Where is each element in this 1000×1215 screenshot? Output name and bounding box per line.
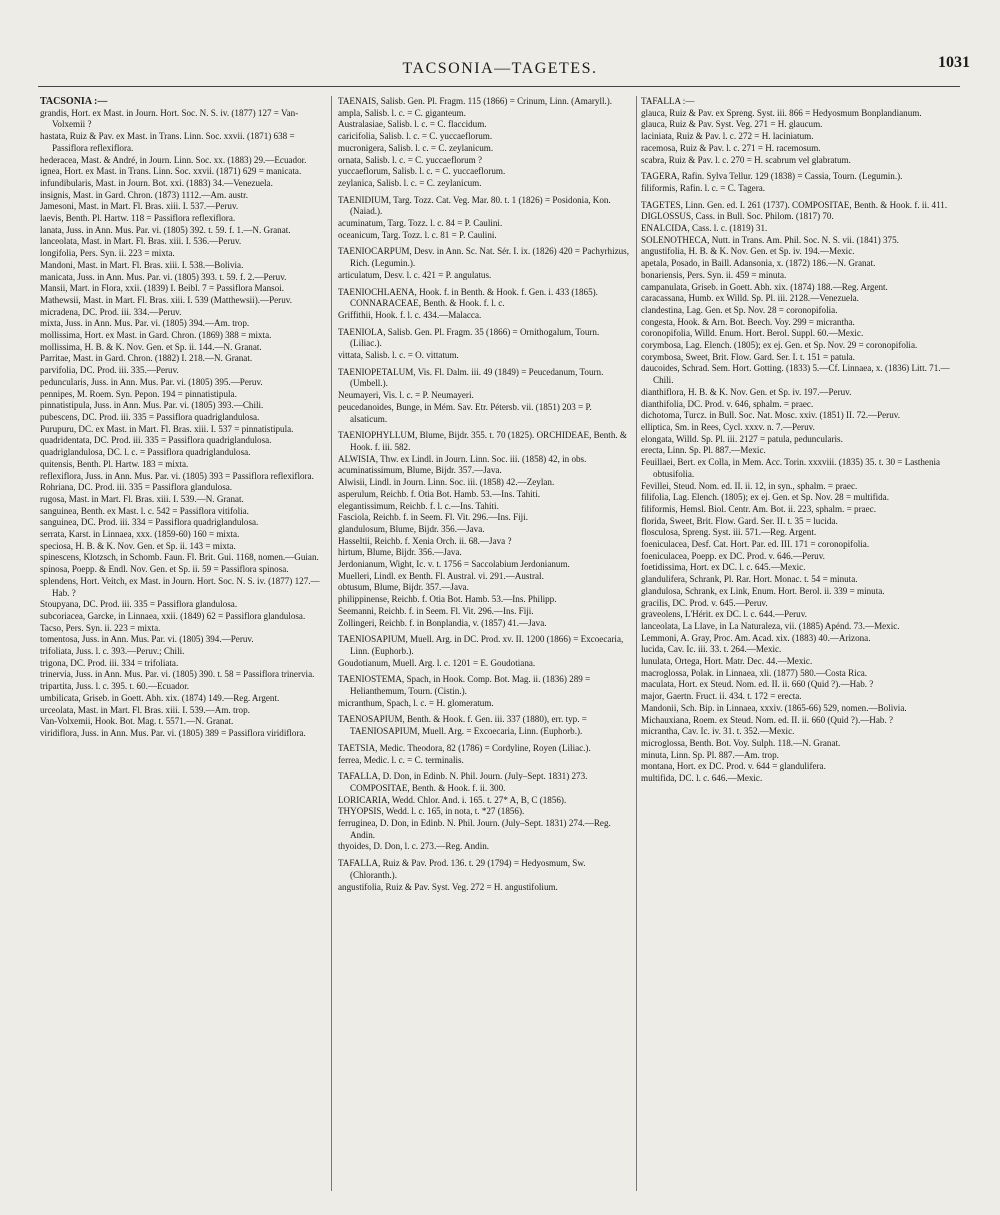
species-entry: florida, Sweet, Brit. Flow. Gard. Ser. II. t. 35 = lucida. xyxy=(641,515,838,526)
species-entry: mollissima, H. B. & K. Nov. Gen. et Sp. ii. 144.—N. Granat. xyxy=(40,341,262,352)
species-entry: articulatum, Desv. l. c. 421 = P. angulatus. xyxy=(338,269,492,280)
species-entry: lanata, Juss. in Ann. Mus. Par. vi. (1805) 392. t. 59. f. 1.—N. Granat. xyxy=(40,224,291,235)
species-entry: serrata, Karst. in Linnaea, xxx. (1859-60) 160 = mixta. xyxy=(40,529,240,540)
species-entry: mucronigera, Salisb. l. c. = C. zeylanicum. xyxy=(338,142,494,153)
species-entry: LORICARIA, Wedd. Chlor. And. i. 165. t. 27* A, B, C (1856). xyxy=(338,794,567,805)
species-entry: multifida, DC. l. c. 646.—Mexic. xyxy=(641,773,763,784)
species-entry: trifoliata, Juss. l. c. 393.—Peruv.; Chili. xyxy=(40,646,185,657)
species-entry: Muelleri, Lindl. ex Benth. Fl. Austral. vi. 291.—Austral. xyxy=(338,570,544,581)
genus-entry: TAENIOSTEMA, Spach, in Hook. Comp. Bot. Mag. ii. (1836) 289 = Helianthemum, Tourn. (Cistin.). xyxy=(338,674,591,697)
species-entry: gracilis, DC. Prod. v. 645.—Peruv. xyxy=(641,597,768,608)
species-entry: scabra, Ruiz & Pav. l. c. 270 = H. scabrum vel glabratum. xyxy=(641,154,851,165)
genus-block xyxy=(338,771,630,853)
genus-block xyxy=(338,743,630,766)
genus-block xyxy=(338,430,630,629)
species-entry: hederacea, Mast. & André, in Journ. Linn. Soc. xx. (1883) 29.—Ecuador. xyxy=(40,154,307,165)
column-divider xyxy=(331,96,332,1191)
species-entry: caracassana, Humb. ex Willd. Sp. Pl. iii. 2128.—Venezuela. xyxy=(641,293,859,304)
species-entry: filifolia, Lag. Elench. (1805); ex ej. Gen. et Sp. Nov. 28 = multifida. xyxy=(641,492,889,503)
species-entry: micrantha, Cav. Ic. iv. 31. t. 352.—Mexic. xyxy=(641,726,795,737)
species-entry: umbilicata, Griseb. in Goett. Abh. xix. (1874) 149.—Reg. Argent. xyxy=(40,692,280,703)
species-entry: reflexiflora, Juss. in Ann. Mus. Par. vi. (1805) 393 = Passiflora reflexiflora. xyxy=(40,470,314,481)
species-entry: obtusum, Blume, Bijdr. 357.—Java. xyxy=(338,582,469,593)
species-entry: tomentosa, Juss. in Ann. Mus. Par. vi. (1805) 394.—Peruv. xyxy=(40,634,254,645)
species-entry: minuta, Linn. Sp. Pl. 887.—Am. trop. xyxy=(641,749,779,760)
genus-entry: TAFALLA :— xyxy=(641,96,695,106)
species-entry: speciosa, H. B. & K. Nov. Gen. et Sp. ii. 143 = mixta. xyxy=(40,540,236,551)
species-entry: Parritae, Mast. in Gard. Chron. (1882) I. 218.—N. Granat. xyxy=(40,353,253,364)
species-entry: THYOPSIS, Wedd. l. c. 165, in nota, t. *27 (1856). xyxy=(338,806,525,817)
species-entry: vittata, Salisb. l. c. = O. vittatum. xyxy=(338,350,459,361)
species-entry: Neumayeri, Vis. l. c. = P. Neumayeri. xyxy=(338,390,474,401)
species-entry: elegantissimum, Reichb. f. l. c.—Ins. Tahiti. xyxy=(338,500,499,511)
genus-entry: TAFALLA, D. Don, in Edinb. N. Phil. Journ. (July–Sept. 1831) 273. COMPOSITAE, Benth. & Hook. f. ii. 300. xyxy=(338,771,588,793)
species-entry: acuminatum, Targ. Tozz. l. c. 84 = P. Caulini. xyxy=(338,218,503,229)
species-entry: oceanicum, Targ. Tozz. l. c. 81 = P. Caulini. xyxy=(338,229,497,240)
species-entry: caricifolia, Salisb. l. c. = C. yuccaeflorum. xyxy=(338,131,493,142)
genus-entry: TAFALLA, Ruiz & Pav. Prod. 136. t. 29 (1794) = Hedyosmum, Sw. (Chloranth.). xyxy=(338,858,586,880)
species-entry: foetidissima, Hort. ex DC. l. c. 645.—Mexic. xyxy=(641,562,806,573)
species-entry: zeylanica, Salisb. l. c. = C. zeylanicum. xyxy=(338,177,482,188)
species-entry: corymbosa, Sweet, Brit. Flow. Gard. Ser. I. t. 151 = patula. xyxy=(641,351,855,362)
header-rule xyxy=(38,86,960,87)
column-divider xyxy=(636,96,637,1191)
genus-block xyxy=(338,246,630,281)
genus-entry: TAENAIS, Salisb. Gen. Pl. Fragm. 115 (1866) = Crinum, Linn. (Amaryll.). xyxy=(338,96,613,106)
genus-entry: TAETSIA, Medic. Theodora, 82 (1786) = Cordyline, Royen (Liliac.). xyxy=(338,742,591,753)
genus-entry: TAENIOPETALUM, Vis. Fl. Dalm. iii. 49 (1849) = Peucedanum, Tourn. (Umbell.). xyxy=(338,366,604,389)
species-entry: dichotoma, Turcz. in Bull. Soc. Nat. Mosc. xxiv. (1851) II. 72.—Peruv. xyxy=(641,410,900,421)
genus-entry: TAENIOCHLAENA, Hook. f. in Benth. & Hook. f. Gen. i. 433 (1865). CONNARACEAE, Benth. & Hook. f. l. c. xyxy=(338,286,598,309)
species-entry: micranthum, Spach, l. c. = H. glomeratum. xyxy=(338,697,494,708)
species-entry: quadridentata, DC. Prod. iii. 335 = Passiflora quadriglandulosa. xyxy=(40,435,272,446)
species-entry: asperulum, Reichb. f. Otia Bot. Hamb. 53.—Ins. Tahiti. xyxy=(338,488,541,499)
genus-block xyxy=(338,327,630,362)
species-entry: tripartita, Juss. l. c. 395. t. 60.—Ecuador. xyxy=(40,681,190,692)
species-entry: elliptica, Sm. in Rees, Cycl. xxxv. n. 7.—Peruv. xyxy=(641,421,815,432)
page-number: 1031 xyxy=(938,54,970,71)
species-entry: glandulosum, Blume, Bijdr. 356.—Java. xyxy=(338,523,485,534)
species-entry: Hasseltii, Reichb. f. Xenia Orch. ii. 68.—Java ? xyxy=(338,535,512,546)
species-entry: Lemmoni, A. Gray, Proc. Am. Acad. xix. (1883) 40.—Arizona. xyxy=(641,632,871,643)
species-entry: sanguinea, Benth. ex Mast. l. c. 542 = Passiflora vitifolia. xyxy=(40,505,249,516)
species-entry: urceolata, Mast. in Mart. Fl. Bras. xiii. I. 539.—Am. trop. xyxy=(40,704,250,715)
species-entry: laevis, Benth. Pl. Hartw. 118 = Passiflora reflexiflora. xyxy=(40,213,236,224)
entry-list xyxy=(40,108,324,740)
species-entry: Zollingeri, Reichb. f. in Bonplandia, v. (1857) 41.—Java. xyxy=(338,617,547,628)
species-entry: Australasiae, Salisb. l. c. = C. flaccidum. xyxy=(338,119,487,130)
species-entry: pubescens, DC. Prod. iii. 335 = Passiflora quadriglandulosa. xyxy=(40,411,260,422)
species-entry: ampla, Salisb. l. c. = C. giganteum. xyxy=(338,107,466,118)
species-entry: corymbosa, Lag. Elench. (1805); ex ej. Gen. et Sp. Nov. 29 = coronopifolia. xyxy=(641,340,918,351)
species-entry: insignis, Mast. in Gard. Chron. (1873) 1112.—Am. austr. xyxy=(40,189,248,200)
species-entry: foeniculacea, Poepp. ex DC. Prod. v. 646.—Peruv. xyxy=(641,550,825,561)
species-entry: coronopifolia, Willd. Enum. Hort. Berol. Suppl. 60.—Mexic. xyxy=(641,328,864,339)
species-entry: dianthiflora, H. B. & K. Nov. Gen. et Sp. iv. 197.—Peruv. xyxy=(641,386,852,397)
species-entry: DIGLOSSUS, Cass. in Bull. Soc. Philom. (1817) 70. xyxy=(641,211,834,222)
species-entry: trinervia, Juss. in Ann. Mus. Par. vi. (1805) 390. t. 58 = Passiflora trinervia. xyxy=(40,669,315,680)
species-entry: ferruginea, D. Don, in Edinb. N. Phil. Journ. (July–Sept. 1831) 274.—Reg. Andin. xyxy=(338,818,611,840)
genus-entry: TAENIOSAPIUM, Muell. Arg. in DC. Prod. xv. II. 1200 (1866) = Excoecaria, Linn. (Euphorb.). xyxy=(338,634,624,656)
species-entry: angustifolia, Ruiz & Pav. Syst. Veg. 272 = H. angustifolium. xyxy=(338,881,558,892)
genus-entry: TAENOSAPIUM, Benth. & Hook. f. Gen. iii. 337 (1880), err. typ. = TAENIOSAPIUM, Muell. Arg. = Excoecaria, Linn. (Euphorb.). xyxy=(338,714,587,737)
genus-heading: TACSONIA :— xyxy=(40,96,108,107)
species-entry: Goudotianum, Muell. Arg. l. c. 1201 = E. Goudotiana. xyxy=(338,657,536,668)
species-entry: Fevillei, Steud. Nom. ed. II. ii. 12, in syn., sphalm. = praec. xyxy=(641,480,858,491)
species-entry: micradena, DC. Prod. iii. 334.—Peruv. xyxy=(40,306,182,317)
species-entry: Van-Volxemii, Hook. Bot. Mag. t. 5571.—N. Granat. xyxy=(40,716,234,727)
genus-block xyxy=(338,858,630,893)
species-entry: rugosa, Mast. in Mart. Fl. Bras. xiii. I. 539.—N. Granat. xyxy=(40,493,244,504)
species-entry: maculata, Hort. ex Steud. Nom. ed. II. ii. 660 (Quid ?).—Hab. ? xyxy=(641,679,874,690)
species-entry: graveolens, L'Hérit. ex DC. l. c. 644.—Peruv. xyxy=(641,609,807,620)
species-entry: glandulifera, Schrank, Pl. Rar. Hort. Monac. t. 54 = minuta. xyxy=(641,574,858,585)
species-entry: laciniata, Ruiz & Pav. l. c. 272 = H. laciniatum. xyxy=(641,131,814,142)
species-entry: Stoupyana, DC. Prod. iii. 335 = Passiflora glandulosa. xyxy=(40,599,238,610)
species-entry: angustifolia, H. B. & K. Nov. Gen. et Sp. iv. 194.—Mexic. xyxy=(641,246,855,257)
species-entry: filiformis, Rafin. l. c. = C. Tagera. xyxy=(641,182,766,193)
species-entry: sanguinea, DC. Prod. iii. 334 = Passiflora quadriglandulosa. xyxy=(40,517,259,528)
species-entry: hirtum, Blume, Bijdr. 356.—Java. xyxy=(338,547,462,558)
species-entry: erecta, Linn. Sp. Pl. 887.—Mexic. xyxy=(641,445,766,456)
species-entry: subcoriacea, Garcke, in Linnaea, xxii. (1849) 62 = Passiflora glandulosa. xyxy=(40,610,306,621)
species-entry: trigona, DC. Prod. iii. 334 = trifoliata. xyxy=(40,657,179,668)
species-entry: hastata, Ruiz & Pav. ex Mast. in Trans. Linn. Soc. xxvii. (1871) 638 = Passiflora reflexiflora. xyxy=(40,131,295,153)
species-entry: yuccaeflorum, Salisb. l. c. = C. yuccaeflorum. xyxy=(338,166,506,177)
genus-block xyxy=(641,96,960,166)
genus-block xyxy=(641,171,960,194)
species-entry: glandulosa, Schrank, ex Link, Enum. Hort. Berol. ii. 339 = minuta. xyxy=(641,585,885,596)
species-entry: Griffithii, Hook. f. l. c. 434.—Malacca. xyxy=(338,309,482,320)
species-entry: ignea, Hort. ex Mast. in Trans. Linn. Soc. xxvii. (1871) 629 = manicata. xyxy=(40,166,302,177)
species-entry: congesta, Hook. & Arn. Bot. Beech. Voy. 299 = micrantha. xyxy=(641,316,855,327)
species-entry: ENALCIDA, Cass. l. c. (1819) 31. xyxy=(641,223,768,234)
species-entry: Purupuru, DC. ex Mast. in Mart. Fl. Bras. xiii. I. 537 = pinnatistipula. xyxy=(40,423,294,434)
page-title: TACSONIA—TAGETES. xyxy=(402,60,598,77)
species-entry: lucida, Cav. Ic. iii. 33. t. 264.—Mexic. xyxy=(641,644,782,655)
species-entry: longifolia, Pers. Syn. ii. 223 = mixta. xyxy=(40,248,175,259)
species-entry: lunulata, Ortega, Hort. Matr. Dec. 44.—Mexic. xyxy=(641,656,813,667)
species-entry: Michauxiana, Roem. ex Steud. Nom. ed. II. ii. 660 (Quid ?).—Hab. ? xyxy=(641,714,894,725)
species-entry: lanceolata, Mast. in Mart. Fl. Bras. xiii. I. 536.—Peruv. xyxy=(40,236,242,247)
genus-block xyxy=(338,96,630,190)
species-entry: splendens, Hort. Veitch, ex Mast. in Journ. Hort. Soc. N. S. iv. (1877) 127.—Hab. ? xyxy=(40,575,320,598)
species-entry: infundibularis, Mast. in Journ. Bot. xxi. (1883) 34.—Venezuela. xyxy=(40,177,273,188)
species-entry: montana, Hort. ex DC. Prod. v. 644 = glandulifera. xyxy=(641,761,826,772)
species-entry: filiformis, Hemsl. Biol. Centr. Am. Bot. ii. 223, sphalm. = praec. xyxy=(641,503,876,514)
species-entry: spinosa, Poepp. & Endl. Nov. Gen. et Sp. ii. 59 = Passiflora spinosa. xyxy=(40,564,289,575)
genus-block xyxy=(338,367,630,426)
species-entry: SOLENOTHECA, Nutt. in Trans. Am. Phil. Soc. N. S. vii. (1841) 375. xyxy=(641,234,899,245)
species-entry: clandestina, Lag. Gen. et Sp. Nov. 28 = coronopifolia. xyxy=(641,304,838,315)
species-entry: Jamesoni, Mast. in Mart. Fl. Bras. xiii. I. 537.—Peruv. xyxy=(40,201,239,212)
genus-entry: TAENIOPHYLLUM, Blume, Bijdr. 355. t. 70 (1825). ORCHIDEAE, Benth. & Hook. f. iii. 582. xyxy=(338,430,627,452)
species-entry: Fasciola, Reichb. f. in Seem. Fl. Vit. 296.—Ins. Fiji. xyxy=(338,512,528,523)
species-entry: campanulata, Griseb. in Goett. Abh. xix. (1874) 188.—Reg. Argent. xyxy=(641,281,888,292)
species-entry: pennipes, M. Roem. Syn. Pepon. 194 = pinnatistipula. xyxy=(40,388,237,399)
species-entry: peucedanoides, Bunge, in Mém. Sav. Etr. Pétersb. vii. (1851) 203 = P. alsaticum. xyxy=(338,401,592,424)
column-middle xyxy=(338,96,630,1191)
species-entry: flosculosa, Spreng. Syst. iii. 571.—Reg. Argent. xyxy=(641,527,817,538)
species-entry: ornata, Salisb. l. c. = C. yuccaeflorum ? xyxy=(338,154,483,165)
species-entry: thyoides, D. Don, l. c. 273.—Reg. Andin. xyxy=(338,841,490,852)
species-entry: macroglossa, Polak. in Linnaea, xli. (1877) 580.—Costa Rica. xyxy=(641,667,868,678)
species-entry: daucoides, Schrad. Sem. Hort. Gotting. (1833) 5.—Cf. Linnaea, x. (1836) Litt. 71.—Chili. xyxy=(641,363,950,386)
genus-entry: TAGERA, Rafin. Sylva Tellur. 129 (1838) = Cassia, Tourn. (Legumin.). xyxy=(641,171,903,182)
genus-block xyxy=(338,287,630,322)
column-left xyxy=(40,96,324,1191)
species-entry: viridiflora, Juss. in Ann. Mus. Par. vi. (1805) 389 = Passiflora viridiflora. xyxy=(40,727,306,738)
genus-block xyxy=(338,674,630,709)
species-entry: elongata, Willd. Sp. Pl. iii. 2127 = patula, peduncularis. xyxy=(641,433,843,444)
column-right xyxy=(641,96,960,1191)
species-entry: foeniculacea, Desf. Cat. Hort. Par. ed. III. 171 = coronopifolia. xyxy=(641,539,870,550)
species-entry: lanceolata, La Llave, in La Naturaleza, vii. (1885) Apénd. 73.—Mexic. xyxy=(641,620,900,631)
species-entry: spinescens, Klotzsch, in Schomb. Faun. Fl. Brit. Gui. 1168, nomen.—Guian. xyxy=(40,552,319,563)
genus-block xyxy=(641,200,960,785)
species-entry: quitensis, Benth. Pl. Hartw. 183 = mixta. xyxy=(40,458,189,469)
species-entry: glauca, Ruiz & Pav. ex Spreng. Syst. iii. 866 = Hedyosmum Bonplandianum. xyxy=(641,107,922,118)
genus-entry: TAENIOCARPUM, Desv. in Ann. Sc. Nat. Sér. I. ix. (1826) 420 = Pachyrhizus, Rich. (Legumin.). xyxy=(338,246,629,269)
species-entry: ferrea, Medic. l. c. = C. terminalis. xyxy=(338,754,464,765)
genus-block xyxy=(338,714,630,737)
species-entry: quadriglandulosa, DC. l. c. = Passiflora quadriglandulosa. xyxy=(40,447,251,458)
species-entry: Mandoni, Mast. in Mart. Fl. Bras. xiii. I. 538.—Bolivia. xyxy=(40,259,244,270)
species-entry: pinnatistipula, Juss. in Ann. Mus. Par. vi. (1805) 393.—Chili. xyxy=(40,400,264,411)
species-entry: glauca, Ruiz & Pav. Syst. Veg. 271 = H. glaucum. xyxy=(641,119,823,130)
genus-entry: TAENIDIUM, Targ. Tozz. Cat. Veg. Mar. 80. t. 1 (1826) = Posidonia, Kon. (Naiad.). xyxy=(338,194,611,217)
genus-entry: TAENIOLA, Salisb. Gen. Pl. Fragm. 35 (1866) = Ornithogalum, Tourn. (Liliac.). xyxy=(338,326,600,349)
genus-block xyxy=(338,195,630,242)
species-entry: Feuillaei, Bert. ex Colla, in Mem. Acc. Torin. xxxviii. (1835) 35. t. 30 = Lasthenia obtusifolia. xyxy=(641,457,941,479)
species-entry: Mansii, Mart. in Flora, xxii. (1839) I. Beibl. 7 = Passiflora Mansoi. xyxy=(40,283,285,294)
species-entry: acuminatissimum, Blume, Bijdr. 357.—Java. xyxy=(338,465,502,476)
species-entry: Seemanni, Reichb. f. in Seem. Fl. Vit. 296.—Ins. Fiji. xyxy=(338,605,534,616)
species-entry: Mathewsii, Mast. in Mart. Fl. Bras. xiii. I. 539 (Matthewsii).—Peruv. xyxy=(40,294,292,305)
species-entry: mollissima, Hort. ex Mast. in Gard. Chron. (1869) 388 = mixta. xyxy=(40,330,272,341)
species-entry: peduncularis, Juss. in Ann. Mus. Par. vi. (1805) 395.—Peruv. xyxy=(40,376,263,387)
species-entry: bonariensis, Pers. Syn. ii. 459 = minuta. xyxy=(641,269,787,280)
species-entry: Jerdonianum, Wight, Ic. v. t. 1756 = Saccolabium Jerdonianum. xyxy=(338,559,570,570)
species-entry: dianthifolia, DC. Prod. v. 646, sphalm. = praec. xyxy=(641,398,814,409)
species-entry: manicata, Juss. in Ann. Mus. Par. vi. (1805) 393. t. 59. f. 2.—Peruv. xyxy=(40,271,287,282)
species-entry: racemosa, Ruiz & Pav. l. c. 271 = H. racemosum. xyxy=(641,142,821,153)
genus-entry: TAGETES, Linn. Gen. ed. I. 261 (1737). COMPOSITAE, Benth. & Hook. f. ii. 411. xyxy=(641,199,948,210)
genus-block xyxy=(338,634,630,669)
species-entry: Rohriana, DC. Prod. iii. 335 = Passiflora glandulosa. xyxy=(40,482,233,493)
species-entry: mixta, Juss. in Ann. Mus. Par. vi. (1805) 394.—Am. trop. xyxy=(40,318,250,329)
species-entry: Alwisii, Lindl. in Journ. Linn. Soc. iii. (1858) 42.—Zeylan. xyxy=(338,477,555,488)
species-entry: grandis, Hort. ex Mast. in Journ. Hort. Soc. N. S. iv. (1877) 127 = Van-Volxemii ? xyxy=(40,107,299,130)
species-entry: Tacso, Pers. Syn. ii. 223 = mixta. xyxy=(40,622,161,633)
species-entry: ALWISIA, Thw. ex Lindl. in Journ. Linn. Soc. iii. (1858) 42, in obs. xyxy=(338,453,587,464)
species-entry: parvifolia, DC. Prod. iii. 335.—Peruv. xyxy=(40,365,179,376)
species-entry: apetala, Posado, in Baill. Adansonia, x. (1872) 186.—N. Granat. xyxy=(641,258,876,269)
species-entry: philippinense, Reichb. f. Otia Bot. Hamb. 53.—Ins. Philipp. xyxy=(338,594,557,605)
species-entry: major, Gaertn. Fruct. ii. 434. t. 172 = erecta. xyxy=(641,691,802,702)
species-entry: Mandonii, Sch. Bip. in Linnaea, xxxiv. (1865-66) 529, nomen.—Bolivia. xyxy=(641,702,907,713)
species-entry: microglossa, Benth. Bot. Voy. Sulph. 118.—N. Granat. xyxy=(641,737,841,748)
